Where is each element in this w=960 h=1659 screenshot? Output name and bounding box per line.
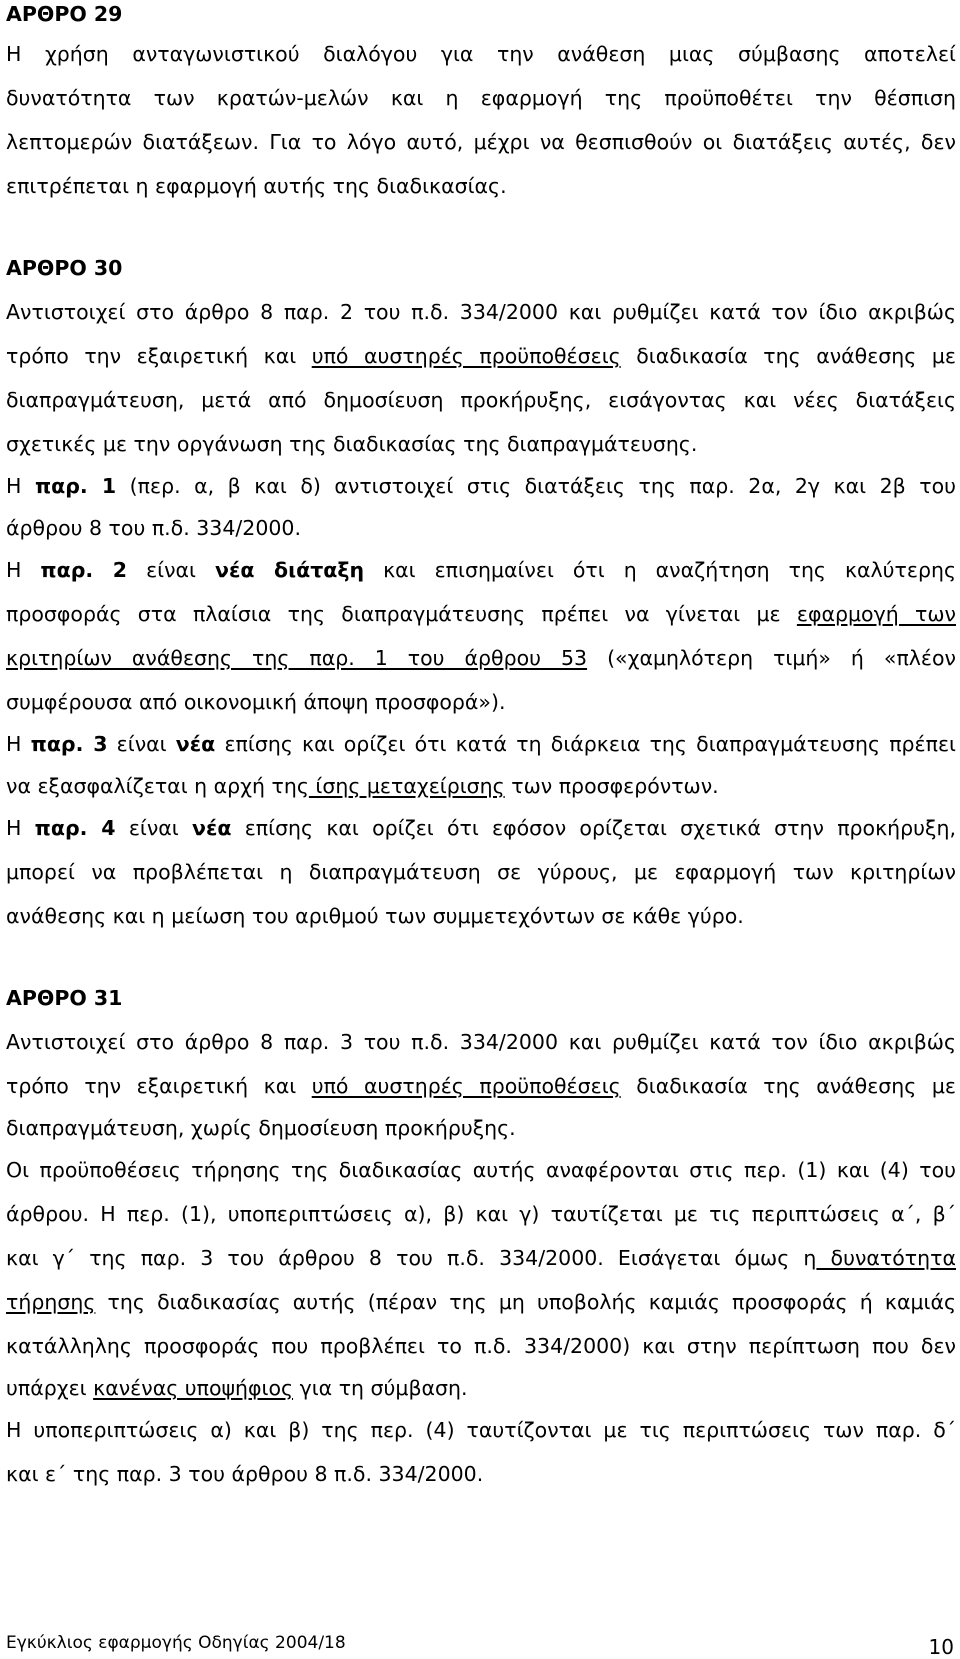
underlined-text: δυνατότητα <box>816 1246 956 1270</box>
article-31-line-10: Η υποπεριπτώσεις α) και β) της περ. (4) ταυτίζονται με τις περιπτώσεις των παρ. δ΄ <box>6 1418 956 1442</box>
text-span: διαδικασία της ανάθεσης με <box>636 344 956 368</box>
paragraph-4-line-3: ανάθεσης και η μείωση του αριθμού των συμμετεχόντων σε κάθε γύρο. <box>6 904 744 928</box>
text-span: Η <box>6 558 22 582</box>
text-span: είναι <box>116 732 167 756</box>
paragraph-1-line-2: άρθρου 8 του π.δ. 334/2000. <box>6 516 301 540</box>
bold-text: νέα <box>191 816 232 840</box>
text-span: Η <box>6 816 22 840</box>
text-span: («χαμηλότερη τιμή» ή «πλέον <box>607 646 956 670</box>
footer-title: Εγκύκλιος εφαρμογής Οδηγίας 2004/18 <box>6 1633 346 1653</box>
article-29-line-1: Η χρήση ανταγωνιστικού διαλόγου για την ανάθεση μιας σύμβασης αποτελεί <box>6 42 956 66</box>
text-span: και επισημαίνει ότι η αναζήτηση της καλύτερης <box>383 558 956 582</box>
underlined-text: ίσης μεταχείρισης <box>308 774 505 798</box>
underlined-text: εφαρμογή των <box>796 602 956 626</box>
text-span: των προσφερόντων. <box>511 774 719 798</box>
bold-text: παρ. 4 <box>34 816 116 840</box>
text-span: της διαδικασίας αυτής (πέραν της μη υποβολής καμιάς προσφοράς ή καμιάς <box>107 1290 956 1314</box>
text-span: είναι <box>128 816 179 840</box>
text-span: τρόπο την εξαιρετική και <box>6 344 297 368</box>
text-span: (περ. α, β και δ) αντιστοιχεί στις διατάξεις της παρ. 2α, 2γ και 2β του <box>129 474 956 498</box>
text-span: επίσης και ορίζει ότι κατά τη διάρκεια της διαπραγμάτευσης πρέπει <box>224 732 956 756</box>
text-span: επίσης και ορίζει ότι εφόσον ορίζεται σχετικά στην προκήρυξη, <box>244 816 956 840</box>
underlined-text: κανένας υποψήφιος <box>93 1376 294 1400</box>
bold-text: παρ. 1 <box>34 474 117 498</box>
underlined-text: τήρησης <box>6 1290 96 1314</box>
paragraph-3-line-1 <box>6 730 956 758</box>
article-31-line-7 <box>6 1288 956 1316</box>
paragraph-4-line-2: μπορεί να προβλέπεται η διαπραγμάτευση σε γύρους, με εφαρμογή των κριτηρίων <box>6 860 956 884</box>
text-span: Η <box>6 732 22 756</box>
text-span: να εξασφαλίζεται η αρχή της <box>6 774 309 798</box>
bold-text: νέα <box>175 732 216 756</box>
text-span: για τη σύμβαση. <box>299 1376 468 1400</box>
article-31-heading: ΑΡΘΡΟ 31 <box>6 986 123 1010</box>
text-span: προσφοράς στα πλαίσια της διαπραγμάτευσης πρέπει να γίνεται με <box>6 602 781 626</box>
text-span: διαδικασία της ανάθεσης με <box>636 1074 956 1098</box>
paragraph-2-line-4: συμφέρουσα από οικονομική άποψη προσφορά»). <box>6 690 506 714</box>
article-29-line-2: δυνατότητα των κρατών-μελών και η εφαρμογή της προϋποθέτει την θέσπιση <box>6 86 956 110</box>
article-31-line-5: άρθρου. Η περ. (1), υποπεριπτώσεις α), β) και γ) ταυτίζεται με τις περιπτώσεις α΄, β΄ <box>6 1202 956 1226</box>
paragraph-4-line-1 <box>6 814 956 842</box>
paragraph-3-line-2 <box>6 772 719 800</box>
paragraph-2-line-1 <box>6 556 956 584</box>
article-31-line-8: κατάλληλης προσφοράς που προβλέπει το π.δ. 334/2000) και στην περίπτωση που δεν <box>6 1334 956 1358</box>
article-30-line-1: Αντιστοιχεί στο άρθρο 8 παρ. 2 του π.δ. 334/2000 και ρυθμίζει κατά τον ίδιο ακριβώς <box>6 300 956 324</box>
article-31-line-6 <box>6 1244 956 1272</box>
article-31-line-2 <box>6 1072 956 1100</box>
article-31-line-9 <box>6 1374 468 1402</box>
text-span: Η <box>6 474 22 498</box>
underlined-text: κριτηρίων ανάθεσης της παρ. 1 του άρθρου 53 <box>6 646 588 670</box>
article-31-line-1: Αντιστοιχεί στο άρθρο 8 παρ. 3 του π.δ. 334/2000 και ρυθμίζει κατά τον ίδιο ακριβώς <box>6 1030 956 1054</box>
page-number: 10 <box>928 1635 954 1659</box>
paragraph-2-line-2 <box>6 600 956 628</box>
article-31-line-4: Οι προϋποθέσεις τήρησης της διαδικασίας αυτής αναφέρονται στις περ. (1) και (4) του <box>6 1158 956 1182</box>
article-31-line-3: διαπραγμάτευση, χωρίς δημοσίευση προκήρυξης. <box>6 1116 516 1140</box>
article-30-line-3: διαπραγμάτευση, μετά από δημοσίευση προκήρυξης, εισάγοντας και νέες διατάξεις <box>6 388 956 412</box>
article-29-heading: ΑΡΘΡΟ 29 <box>6 2 123 26</box>
text-span: υπάρχει <box>6 1376 87 1400</box>
text-span: τρόπο την εξαιρετική και <box>6 1074 297 1098</box>
paragraph-2-line-3 <box>6 644 956 672</box>
article-29-line-3: λεπτομερών διατάξεων. Για το λόγο αυτό, μέχρι να θεσπισθούν οι διατάξεις αυτές, δεν <box>6 130 956 154</box>
article-30-line-2 <box>6 342 956 370</box>
text-span: και γ΄ της παρ. 3 του άρθρου 8 του π.δ. 334/2000. Εισάγεται όμως η <box>6 1246 817 1270</box>
underlined-text: υπό αυστηρές προϋποθέσεις <box>311 1074 621 1098</box>
article-30-line-4: σχετικές με την οργάνωση της διαδικασίας της διαπραγμάτευσης. <box>6 432 698 456</box>
bold-text: παρ. 3 <box>30 732 108 756</box>
bold-text: νέα διάταξη <box>214 558 365 582</box>
article-31-line-11: και ε΄ της παρ. 3 του άρθρου 8 π.δ. 334/2000. <box>6 1462 484 1486</box>
paragraph-1-line-1 <box>6 472 956 500</box>
text-span: είναι <box>146 558 196 582</box>
bold-text: παρ. 2 <box>40 558 128 582</box>
article-29-line-4: επιτρέπεται η εφαρμογή αυτής της διαδικασίας. <box>6 174 507 198</box>
underlined-text: υπό αυστηρές προϋποθέσεις <box>311 344 621 368</box>
article-30-heading: ΑΡΘΡΟ 30 <box>6 256 123 280</box>
